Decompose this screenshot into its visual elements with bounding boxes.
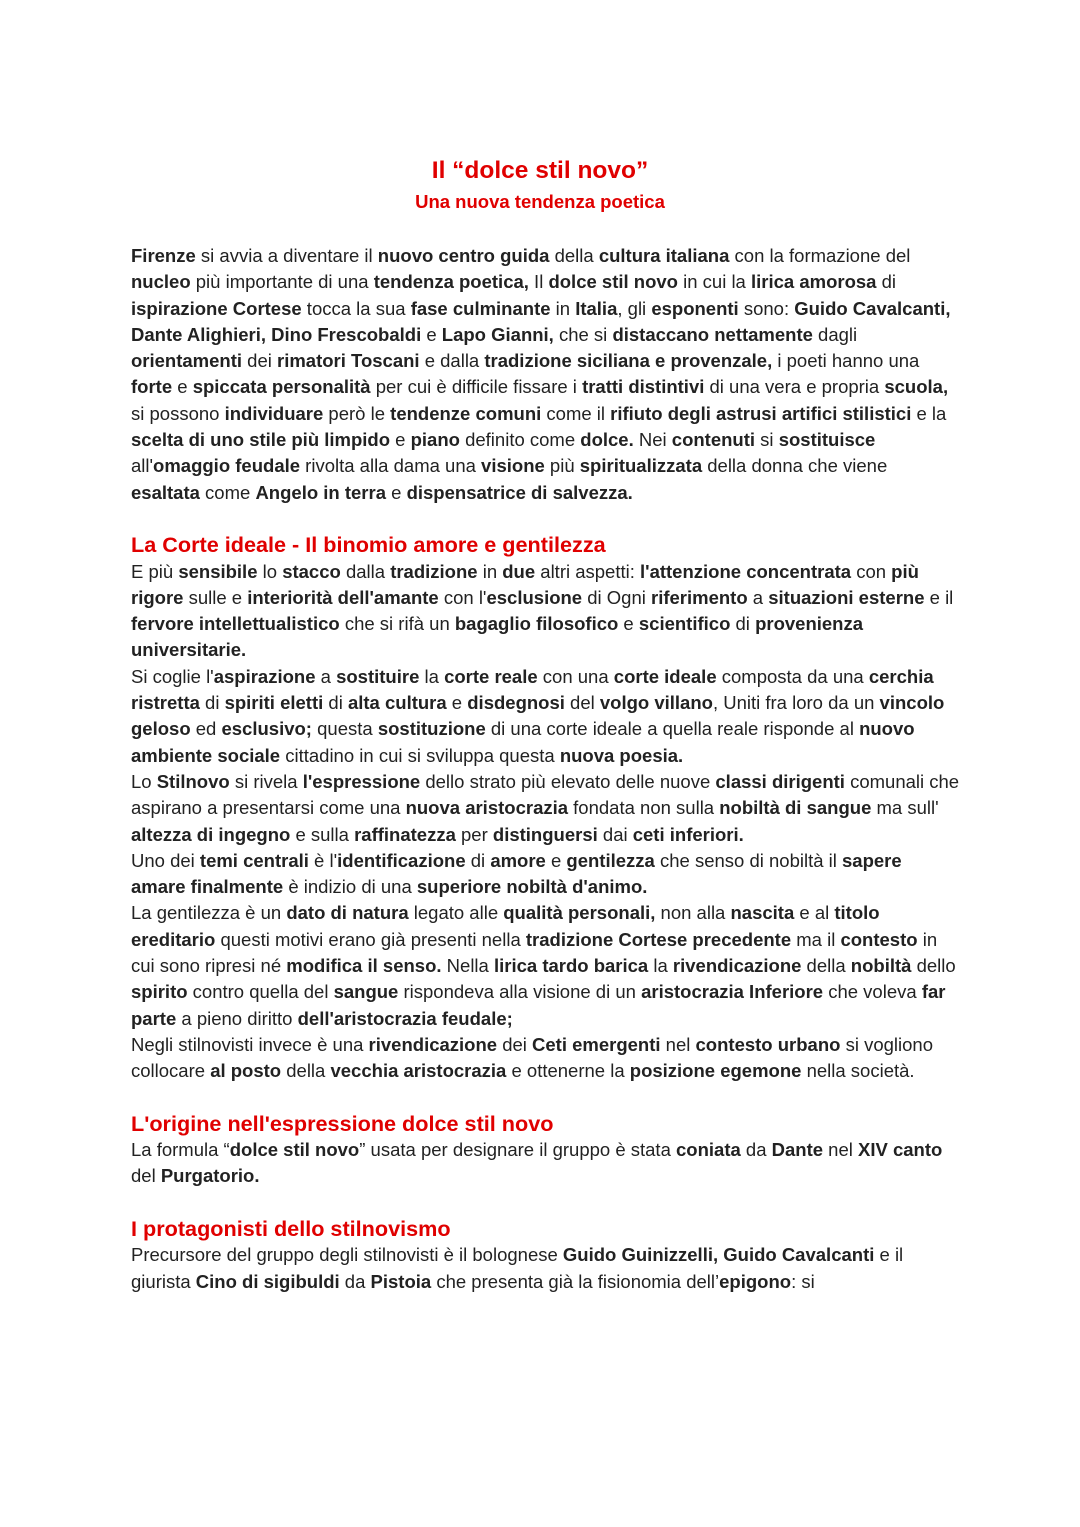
text-run: di una vera e propria [704, 376, 885, 398]
bold-phrase: contenuti [671, 429, 756, 451]
text-run: dello strato più elevato delle nuove [420, 770, 716, 792]
bold-phrase: contesto urbano [695, 1033, 841, 1055]
bold-phrase: scientifico [638, 613, 731, 635]
bold-phrase: lirica tardo barica [493, 955, 649, 977]
text-run: di [876, 271, 896, 293]
bold-phrase: nobiltà [850, 955, 912, 977]
text-run: e [386, 481, 407, 503]
text-run: è indizio di una [283, 876, 417, 898]
text-run: di una corte ideale a quella reale risponde al [485, 718, 860, 740]
bold-phrase: nobiltà di sangue [719, 797, 872, 819]
text-run: si rivela [229, 770, 303, 792]
text-run: di Ogni [582, 586, 652, 608]
text-run: composta da una [716, 665, 869, 687]
text-run: non alla [655, 902, 731, 924]
document-subtitle: Una nuova tendenza poetica [415, 191, 665, 212]
text-run: legato alle [408, 902, 504, 924]
text-run: dalla [340, 560, 391, 582]
bold-phrase: altezza di ingegno [131, 823, 291, 845]
text-run: ” usata per designare il gruppo è stata [359, 1139, 676, 1161]
bold-phrase: Dante [771, 1139, 824, 1161]
text-run: che voleva [823, 981, 922, 1003]
bold-phrase: vecchia aristocrazia [330, 1060, 507, 1082]
bold-phrase: disdegnosi [467, 692, 565, 714]
bold-phrase: contesto [840, 928, 918, 950]
text-run: sulle e [183, 586, 248, 608]
text-run: della [549, 245, 599, 266]
bold-phrase: lirica amorosa [751, 271, 877, 293]
text-run: Precursore del gruppo degli stilnovisti è il bolognese [131, 1244, 563, 1266]
text-run: da [339, 1270, 371, 1292]
bold-phrase: spirito [131, 981, 188, 1003]
text-run: , gli [617, 297, 652, 319]
text-run: dei [497, 1033, 533, 1055]
text-run: definito come [459, 429, 581, 451]
body-paragraph [131, 664, 961, 769]
section-spacer [131, 506, 961, 532]
text-run: Il [528, 271, 549, 293]
bold-phrase: omaggio feudale [153, 455, 301, 477]
bold-phrase: distinguersi [492, 823, 598, 845]
text-run: questi motivi erano già presenti nella [215, 928, 526, 950]
bold-phrase: coniata [676, 1139, 741, 1161]
text-run: con [851, 560, 892, 582]
bold-phrase: piano [410, 429, 460, 451]
text-run: e dalla [419, 350, 485, 372]
text-run: in [477, 560, 503, 582]
bold-phrase: gentilezza [566, 849, 655, 871]
bold-phrase: l'espressione [302, 770, 421, 792]
bold-phrase: distaccano nettamente [612, 323, 813, 345]
section-spacer [131, 1190, 961, 1216]
bold-phrase: sostituzione [377, 718, 486, 740]
text-run: con l' [438, 586, 487, 608]
bold-phrase: aristocrazia Inferiore [641, 981, 824, 1003]
bold-phrase: individuare [224, 402, 324, 424]
text-run: , Uniti fra loro da un [712, 692, 880, 714]
body-paragraph [131, 1137, 961, 1190]
bold-phrase: scelta di uno stile più limpido [131, 429, 391, 451]
text-run: in [550, 297, 576, 319]
text-run: nel [660, 1033, 696, 1055]
text-run: cittadino in cui si sviluppa questa [280, 744, 560, 766]
text-run: in cui la [677, 271, 751, 293]
bold-phrase: rimatori Toscani [277, 350, 420, 372]
bold-phrase: dato di natura [286, 902, 409, 924]
body-paragraph [131, 769, 961, 848]
text-run: ma sull' [871, 797, 939, 819]
bold-phrase: Italia [575, 297, 618, 319]
text-run: : si [791, 1270, 815, 1292]
section-heading: La Corte ideale - Il binomio amore e gentilezza [131, 532, 606, 558]
bold-phrase: tendenza poetica, [373, 271, 529, 293]
bold-phrase: nascita [730, 902, 795, 924]
text-run: Nella [441, 955, 494, 977]
text-run: e [172, 376, 193, 398]
bold-phrase: esponenti [651, 297, 739, 319]
bold-phrase: sostituire [336, 665, 420, 687]
text-run: e la [911, 402, 947, 424]
text-run: di [465, 849, 491, 871]
bold-phrase: amore [490, 849, 546, 871]
text-run: e [446, 692, 468, 714]
text-run: La gentilezza è un [131, 902, 287, 924]
text-run: però le [323, 402, 391, 424]
body-paragraph [131, 1242, 961, 1295]
text-run: all' [131, 455, 154, 477]
text-run: si avvia a diventare il [195, 245, 378, 266]
bold-phrase: sensibile [178, 560, 258, 582]
text-run: del [131, 1165, 161, 1187]
bold-phrase: nuovo centro guida [377, 245, 550, 266]
bold-phrase: Guido Guinizzelli, Guido Cavalcanti [562, 1244, 875, 1266]
text-run: di [730, 613, 756, 635]
text-run: che senso di nobiltà il [654, 849, 843, 871]
body-paragraph [131, 243, 961, 506]
bold-phrase: far parte [131, 981, 946, 1029]
bold-phrase: qualità personali, [503, 902, 656, 924]
body-paragraph [131, 900, 961, 1031]
text-run: per cui è difficile fissare i [370, 376, 583, 398]
text-run: la [419, 665, 445, 687]
text-run: Negli stilnovisti invece è una [131, 1033, 369, 1055]
bold-phrase: Angelo in terra [255, 481, 386, 503]
text-run: e il [924, 586, 954, 608]
bold-phrase: spiccata personalità [192, 376, 371, 398]
bold-phrase: XIV canto [858, 1139, 943, 1161]
bold-phrase: visione [481, 455, 545, 477]
text-run: di [323, 692, 348, 714]
bold-phrase: Stilnovo [156, 770, 230, 792]
text-run: dei [242, 350, 277, 372]
bold-phrase: nuovo ambiente sociale [131, 718, 915, 766]
text-run: E più [131, 560, 179, 582]
bold-phrase: Guido Cavalcanti, Dante Alighieri, Dino Frescobaldi [131, 297, 951, 345]
bold-phrase: corte reale [444, 665, 538, 687]
bold-phrase: Ceti emergenti [532, 1033, 661, 1055]
text-run: tocca la sua [301, 297, 411, 319]
text-run: comunali che aspirano a presentarsi come una [131, 770, 960, 819]
bold-phrase: aspirazione [213, 665, 316, 687]
text-run: di [199, 692, 225, 714]
bold-phrase: dolce stil novo [229, 1139, 360, 1161]
text-run: con la formazione del [729, 245, 911, 266]
bold-phrase: tradizione Cortese precedente [525, 928, 792, 950]
bold-phrase: spiriti eletti [224, 692, 324, 714]
bold-phrase: spiritualizzata [579, 455, 703, 477]
bold-phrase: cultura italiana [598, 245, 730, 266]
bold-phrase: bagaglio filosofico [454, 613, 619, 635]
bold-phrase: superiore nobiltà d'animo. [416, 876, 648, 898]
body-paragraph [131, 559, 961, 664]
text-run: si possono [131, 402, 225, 424]
text-run: come [199, 481, 256, 503]
bold-phrase: sapere amare finalmente [131, 849, 902, 898]
text-run: a [747, 586, 769, 608]
bold-phrase: tradizione [390, 560, 478, 582]
text-run: si vogliono collocare [131, 1033, 933, 1082]
bold-phrase: esclusione [486, 586, 583, 608]
bold-phrase: tendenze comuni [390, 402, 542, 424]
text-run: dai [597, 823, 633, 845]
bold-phrase: rivendicazione [672, 955, 802, 977]
bold-phrase: classi dirigenti [715, 770, 845, 792]
bold-phrase: Lapo Gianni, [441, 323, 554, 345]
text-run: lo [257, 560, 283, 582]
bold-phrase: corte ideale [613, 665, 717, 687]
text-run: rivolta alla dama una [300, 455, 482, 477]
text-run: contro quella del [187, 981, 334, 1003]
text-run: i poeti hanno una [772, 350, 920, 372]
section-heading: L'origine nell'espressione dolce stil novo [131, 1110, 554, 1136]
bold-phrase: identificazione [337, 849, 466, 871]
text-run: altri aspetti: [535, 560, 641, 582]
text-run: più [544, 455, 580, 477]
bold-phrase: interiorità dell'amante [247, 586, 439, 608]
text-run: con una [537, 665, 614, 687]
text-run: della [281, 1060, 331, 1082]
bold-phrase: nuova poesia. [559, 744, 684, 766]
bold-phrase: Firenze [131, 245, 196, 266]
bold-phrase: stacco [282, 560, 341, 582]
bold-phrase: Purgatorio. [160, 1165, 260, 1187]
text-run: come il [541, 402, 611, 424]
text-run: e sulla [290, 823, 355, 845]
text-run: che si rifà un [339, 613, 455, 635]
bold-phrase: modifica il senso. [286, 955, 442, 977]
bold-phrase: Pistoia [370, 1270, 432, 1292]
bold-phrase: nuova aristocrazia [405, 797, 569, 819]
text-run: questa [311, 718, 378, 740]
bold-phrase: due [502, 560, 536, 582]
bold-phrase: dispensatrice di salvezza. [406, 481, 633, 503]
text-run: e ottenerne la [506, 1060, 630, 1082]
bold-phrase: posizione egemone [629, 1060, 802, 1082]
section-heading: I protagonisti dello stilnovismo [131, 1215, 451, 1241]
bold-phrase: Cino di sigibuldi [195, 1270, 340, 1292]
bold-phrase: titolo ereditario [131, 902, 880, 950]
bold-phrase: forte [131, 376, 173, 398]
text-run: rispondeva alla visione di un [398, 981, 642, 1003]
text-run: della donna che viene [702, 455, 888, 477]
text-run: e [618, 613, 639, 635]
bold-phrase: vincolo geloso [131, 692, 945, 740]
text-run: e il giurista [131, 1244, 904, 1292]
text-run: fondata non sulla [568, 797, 720, 819]
text-run: La formula “ [131, 1139, 230, 1161]
bold-phrase: rifiuto degli astrusi artifici stilistici [610, 402, 912, 424]
bold-phrase: orientamenti [131, 350, 243, 372]
bold-phrase: riferimento [651, 586, 748, 608]
text-run: che si [553, 323, 613, 345]
text-run: e [545, 849, 567, 871]
text-run: è l' [308, 849, 338, 871]
bold-phrase: fervore intellettualistico [131, 613, 340, 635]
bold-phrase: cerchia ristretta [131, 665, 934, 714]
bold-phrase: al posto [210, 1060, 282, 1082]
bold-phrase: rivendicazione [368, 1033, 498, 1055]
text-run: più importante di una [190, 271, 374, 293]
body-paragraph [131, 1032, 961, 1085]
text-run: dagli [812, 323, 858, 345]
text-run: e [421, 323, 442, 345]
bold-phrase: provenienza universitarie. [131, 613, 864, 661]
bold-phrase: tratti distintivi [582, 376, 705, 398]
bold-phrase: esclusivo; [221, 718, 312, 740]
text-run: Nei [633, 429, 672, 451]
bold-phrase: ispirazione Cortese [131, 297, 302, 319]
text-run: nel [823, 1139, 859, 1161]
bold-phrase: l'attenzione concentrata [640, 560, 852, 582]
text-run: si [755, 429, 779, 451]
text-run: Uno dei [131, 849, 200, 871]
bold-phrase: epigono [719, 1270, 792, 1292]
bold-phrase: scuola, [884, 376, 949, 398]
text-run: dello [911, 955, 956, 977]
text-run: a [315, 665, 337, 687]
bold-phrase: fase culminante [410, 297, 551, 319]
bold-phrase: esaltata [131, 481, 200, 503]
text-run: ma il [791, 928, 841, 950]
text-run: che presenta già la fisionomia dell’ [431, 1270, 720, 1292]
text-run: e [390, 429, 411, 451]
section-spacer [131, 1085, 961, 1111]
body-paragraph [131, 848, 961, 901]
text-run: Lo [131, 770, 157, 792]
bold-phrase: nucleo [131, 271, 191, 293]
document-title: Il “dolce stil novo” [431, 157, 649, 184]
text-run: del [564, 692, 600, 714]
bold-phrase: alta cultura [347, 692, 447, 714]
bold-phrase: tradizione siciliana e provenzale, [484, 350, 773, 372]
text-run: la [648, 955, 673, 977]
bold-phrase: sostituisce [778, 429, 876, 451]
text-run: e al [794, 902, 835, 924]
text-run: da [740, 1139, 772, 1161]
bold-phrase: dell'aristocrazia feudale; [297, 1007, 513, 1029]
bold-phrase: dolce. [580, 429, 634, 451]
text-run: in cui sono ripresi né [131, 928, 938, 977]
bold-phrase: raffinatezza [354, 823, 456, 845]
bold-phrase: sangue [333, 981, 399, 1003]
text-run: ed [190, 718, 222, 740]
text-run: per [455, 823, 493, 845]
text-run: a pieno diritto [176, 1007, 298, 1029]
bold-phrase: volgo villano [599, 692, 713, 714]
bold-phrase: più rigore [131, 560, 919, 608]
text-run: nella società. [801, 1060, 915, 1082]
bold-phrase: situazioni esterne [768, 586, 925, 608]
document-body [131, 243, 961, 1295]
text-run: sono: [738, 297, 795, 319]
text-run: della [801, 955, 851, 977]
bold-phrase: dolce stil novo [548, 271, 678, 293]
bold-phrase: ceti inferiori. [632, 823, 744, 845]
bold-phrase: temi centrali [199, 849, 309, 871]
text-run: Si coglie l' [131, 665, 214, 687]
